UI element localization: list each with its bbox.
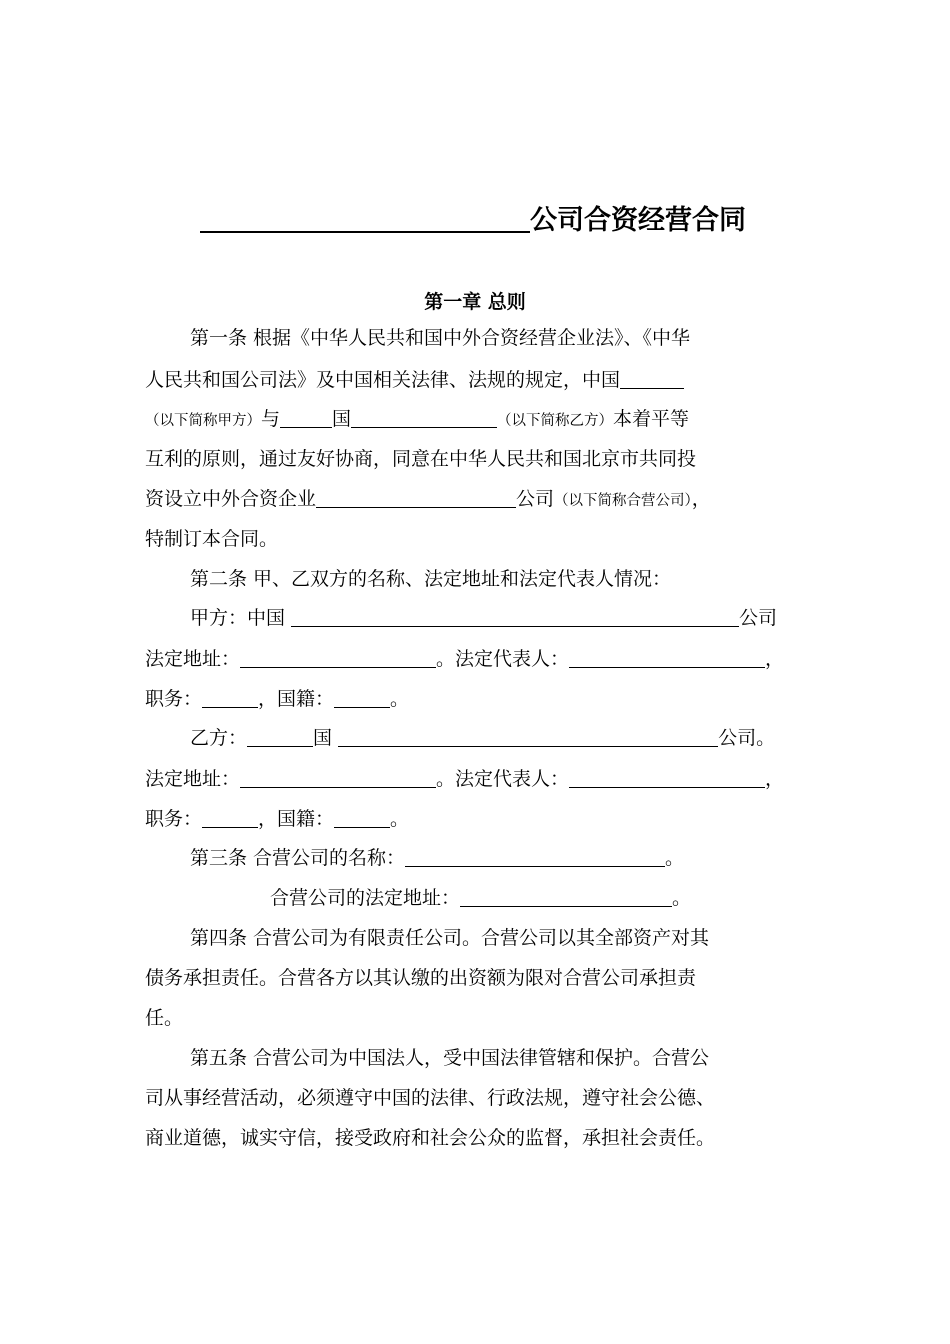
party-b-country-blank (247, 728, 313, 747)
jv-company-name-blank (405, 848, 665, 867)
article-1-line-3: （以下简称甲方）与 国 （以下简称乙方）本着平等 (145, 408, 690, 430)
article-1-line-4: 互利的原则，通过友好协商，同意在中华人民共和国北京市共同投 (145, 448, 697, 470)
party-b-position-blank (202, 809, 258, 828)
party-b-representative-blank (569, 769, 765, 788)
article-4-line-3: 任。 (145, 1007, 184, 1029)
article-4-line-1: 第四条 合营公司为有限责任公司。合营公司以其全部资产对其 (190, 927, 710, 949)
jv-name-blank (316, 489, 516, 508)
article-3-line-2: 合营公司的法定地址： 。 (270, 887, 692, 909)
article-4-line-2: 债务承担责任。合营各方以其认缴的出资额为限对合营公司承担责 (145, 967, 697, 989)
document-title (200, 198, 820, 237)
party-a-company-blank (291, 608, 739, 627)
party-a-nationality-blank (334, 689, 390, 708)
party-b-company-blank (338, 728, 718, 747)
party-b-blank (351, 409, 497, 428)
party-b-nationality-blank (334, 809, 390, 828)
party-a-position-line: 职务： ，国籍： 。 (145, 688, 410, 710)
article-1-line-2: 人民共和国公司法》及中国相关法律、法规的规定，中国 (145, 367, 684, 393)
article-5-line-3: 商业道德，诚实守信，接受政府和社会公众的监督，承担社会责任。 (145, 1127, 716, 1149)
party-a-representative-blank (569, 649, 765, 668)
article-3-line-1: 第三条 合营公司的名称： 。 (190, 847, 685, 869)
country-blank (280, 409, 332, 428)
party-b-address-line: 法定地址： 。法定代表人： ， (145, 768, 785, 790)
chapter-heading: 第一章 总则 (424, 291, 526, 313)
article-5-line-1: 第五条 合营公司为中国法人，受中国法律管辖和保护。合营公 (190, 1047, 710, 1069)
party-a-address-line: 法定地址： 。法定代表人： ， (145, 648, 785, 670)
article-2-line-1: 第二条 甲、乙双方的名称、法定地址和法定代表人情况： (190, 568, 672, 590)
party-a-line: 甲方：中国 公司 (190, 607, 778, 629)
article-1-line-1: 第一条 根据《中华人民共和国中外合资经营企业法》、《中华 (190, 327, 691, 349)
party-b-position-line: 职务： ，国籍： 。 (145, 808, 410, 830)
company-name-blank (200, 209, 530, 233)
article-1-line-6: 特制订本合同。 (145, 528, 279, 550)
title-text: 公司合资经营合同 (530, 205, 746, 236)
party-b-line: 乙方： 国 公司。 (190, 727, 776, 749)
jv-address-blank (460, 888, 672, 907)
party-a-blank (620, 370, 684, 389)
party-b-address-blank (240, 769, 436, 788)
article-5-line-2: 司从事经营活动，必须遵守中国的法律、行政法规，遵守社会公德、 (145, 1087, 716, 1109)
article-1-line-5: 资设立中外合资企业 公司（以下简称合营公司）， (145, 488, 711, 510)
party-a-address-blank (240, 649, 436, 668)
party-a-position-blank (202, 689, 258, 708)
